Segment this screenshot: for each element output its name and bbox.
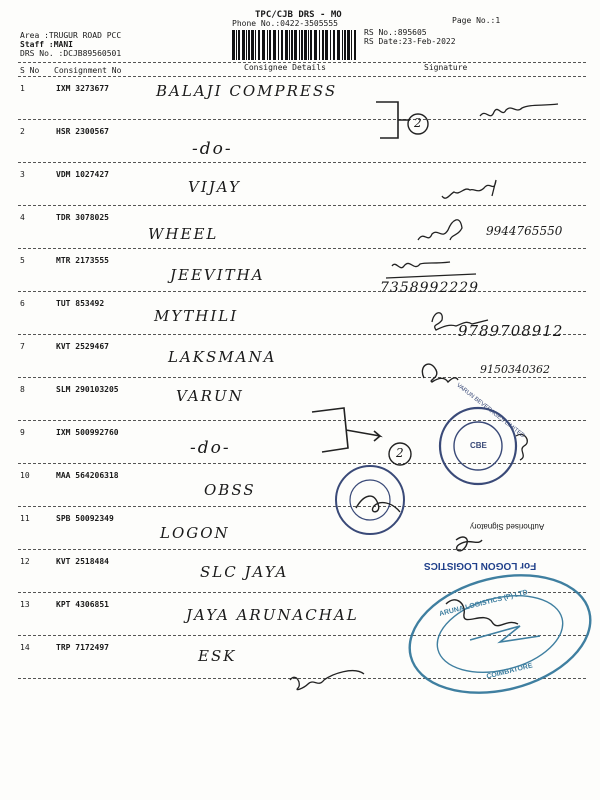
signature-row-14 [290,671,364,690]
brace-number-2: 2 [396,446,404,460]
row-consignee-handwriting: -do- [192,139,233,159]
barcode-bar [347,30,350,60]
row-consignment-no: TUT 853492 [56,299,105,308]
document-title: TPC/CJB DRS - MO [255,10,342,20]
barcode-bar [291,30,293,60]
row-divider [18,377,586,378]
barcode-bar [232,30,235,60]
barcode-bar [285,30,288,60]
barcode-bar [319,30,320,60]
signature-row-4 [418,220,462,240]
signature-row-1 [480,104,558,116]
row-sno: 12 [20,557,30,566]
row-consignee-handwriting: LAKSMANA [168,348,277,366]
row-consignee-handwriting: JEEVITHA [170,266,265,284]
rs-number: RS No.:895605 [364,28,427,37]
row-sno: 8 [20,385,25,394]
row-sno: 1 [20,84,25,93]
row-divider [18,506,586,507]
barcode-bar [308,30,309,60]
row-divider [18,248,586,249]
drs-number: DRS No. :DCJB89560501 [20,49,122,58]
area-label: Area :TRUGUR ROAD PCC [20,31,122,40]
phone-row-4: 9944765550 [486,224,563,238]
row-consignment-no: IXM 500992760 [56,428,119,437]
barcode-bar [299,30,300,60]
barcode-bar [314,30,317,60]
row-sno: 10 [20,471,30,480]
staff-label: Staff :MANI [20,40,73,49]
page-number: Page No.:1 [452,16,501,25]
row-consignment-no: SPB 50092349 [56,514,114,523]
barcode-bar [344,30,346,60]
aruna-stamp-bottom: COIMBATORE [485,662,534,681]
row-consignment-no: HSR 2300567 [56,127,109,136]
row-consignee-handwriting: WHEEL [148,225,219,243]
row-divider [18,162,586,163]
phone-row-5: 7358992229 [380,280,480,296]
barcode-bar [269,30,271,60]
obss-stamp [336,466,404,534]
row-consignment-no: MAA 564206318 [56,471,119,480]
barcode-bar [294,30,297,60]
barcode-bar [330,30,331,60]
barcode-bar [325,30,328,60]
barcode-bar [342,30,343,60]
row-consignment-no: KVT 2518484 [56,557,109,566]
barcode-bar [262,30,265,60]
barcode-bar [304,30,307,60]
row-divider [18,291,586,292]
column-signature: Signature [424,63,468,72]
row-consignment-no: TDR 3078025 [56,213,109,222]
aruna-stamp-text: ARUNA LOGISTICS (P) LTD [438,589,529,618]
barcode-bar [248,30,250,60]
varun-stamp-text: VARUN BEVERAGES LIMITED [455,382,526,440]
row-divider [18,205,586,206]
column-consignee: Consignee Details [244,63,326,72]
varun-stamp-center: CBE [470,441,487,450]
barcode-bar [337,30,340,60]
row-consignee-handwriting: -do- [190,438,231,458]
row-consignment-no: IXM 3273677 [56,84,109,93]
row-consignee-handwriting: SLC JAYA [200,563,289,581]
row-consignment-no: KVT 2529467 [56,342,109,351]
phone-row-7: 9150340362 [480,363,550,376]
signature-row-3 [442,180,496,198]
row-sno: 6 [20,299,25,308]
barcode [232,30,356,60]
phone-row-6: 9789708912 [458,322,564,340]
row-sno: 3 [20,170,25,179]
row-consignee-handwriting: VIJAY [188,178,241,196]
barcode-bar [278,30,279,60]
barcode-bar [322,30,324,60]
aruna-stamp [397,557,600,710]
authorised-signatory: Authorised Signatory [470,522,545,531]
barcode-bar [255,30,256,60]
phone-number: Phone No.:0422-3505555 [232,19,338,28]
row-divider [18,463,586,464]
logon-logistics-label: For LOGON LOGISTICS [424,560,537,571]
brace-mark-2 [312,408,380,452]
row-sno: 7 [20,342,25,351]
barcode-bar [301,30,303,60]
row-sno: 14 [20,643,30,652]
column-sno: S No [20,66,40,75]
brace-number-1: 2 [414,116,422,130]
row-consignment-no: TRP 7172497 [56,643,109,652]
column-consignment: Consignment No [54,66,122,75]
row-consignment-no: SLM 290103205 [56,385,119,394]
row-consignment-no: MTR 2173555 [56,256,109,265]
row-consignee-handwriting: LOGON [160,524,230,542]
row-consignee-handwriting: BALAJI COMPRESS [156,82,338,100]
row-consignment-no: KPT 4306851 [56,600,109,609]
brace-mark-1 [376,102,410,138]
signature-row-7 [422,364,458,382]
row-consignment-no: VDM 1027427 [56,170,109,179]
row-consignee-handwriting: OBSS [204,481,256,499]
row-divider [18,678,586,679]
rs-date: RS Date:23-Feb-2022 [364,37,456,46]
barcode-bar [281,30,283,60]
row-divider [18,592,586,593]
row-consignee-handwriting: VARUN [176,387,244,405]
row-consignee-handwriting: MYTHILI [154,307,239,325]
barcode-bar [251,30,254,60]
row-consignee-handwriting: ESK [198,647,237,665]
row-divider [18,549,586,550]
barcode-bar [246,30,247,60]
barcode-bar [273,30,276,60]
row-consignee-handwriting: JAYA ARUNACHAL [186,606,359,624]
row-sno: 11 [20,514,30,523]
barcode-bar [354,30,356,60]
row-divider [18,635,586,636]
barcode-bar [267,30,268,60]
barcode-bar [351,30,352,60]
row-divider [18,119,586,120]
row-sno: 5 [20,256,25,265]
header-bottom-rule [18,76,586,77]
barcode-bar [258,30,260,60]
row-sno: 9 [20,428,25,437]
barcode-bar [310,30,312,60]
signature-row-5 [386,262,476,278]
barcode-bar [289,30,290,60]
barcode-bar [238,30,240,60]
barcode-bar [236,30,237,60]
row-sno: 2 [20,127,25,136]
barcode-bar [242,30,245,60]
barcode-bar [333,30,335,60]
row-sno: 4 [20,213,25,222]
row-sno: 13 [20,600,30,609]
